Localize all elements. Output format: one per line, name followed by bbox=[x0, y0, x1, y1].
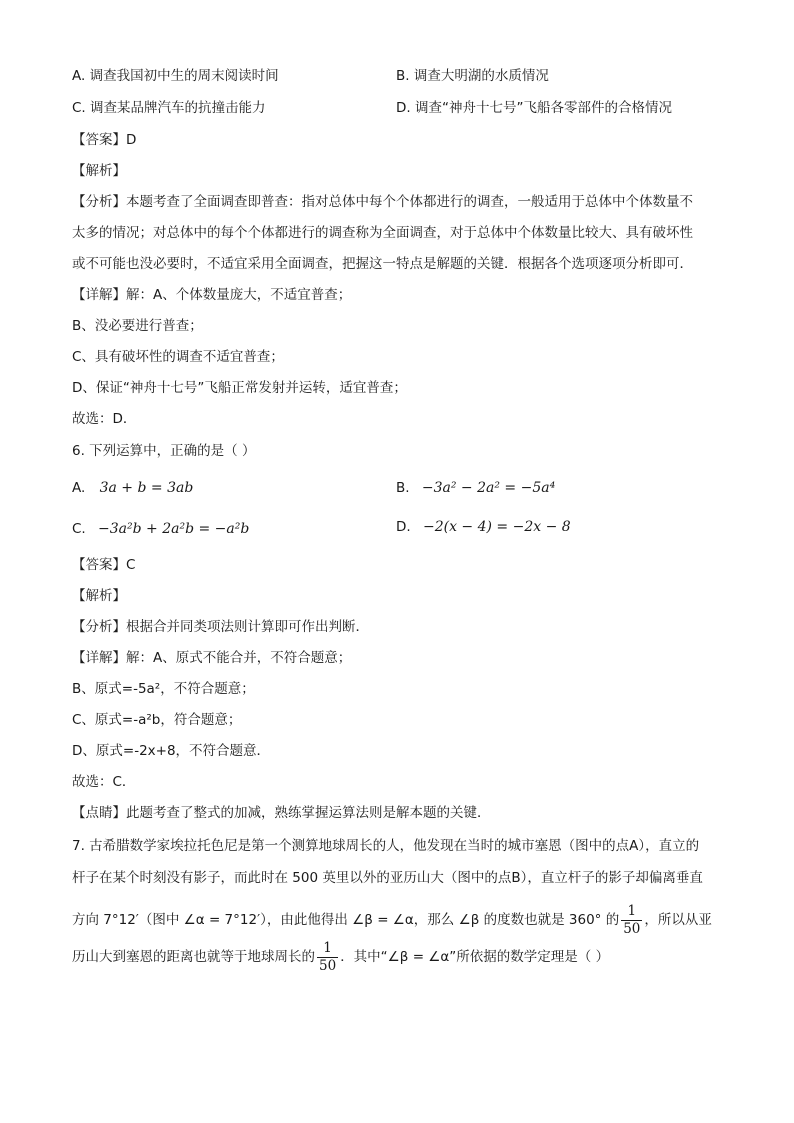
q6-detail-line-3: C、原式=-a²b，符合题意； bbox=[72, 712, 242, 728]
q6-answer: 【答案】C bbox=[72, 557, 136, 573]
option-b: B. 调查大明湖的水质情况 bbox=[396, 68, 549, 84]
q6-detail-line-2: B、原式=-5a²，不符合题意； bbox=[72, 681, 255, 697]
question-7-line-3 bbox=[72, 900, 712, 940]
detail-line-5: 故选：D． bbox=[72, 411, 137, 427]
analysis-line-1: 【分析】本题考查了全面调查即普查：指对总体中每个个体都进行的调查，一般适用于总体中个体数量不 bbox=[72, 194, 693, 210]
q6-option-b-label: B. bbox=[396, 480, 410, 496]
detail-line-2: B、没必要进行普查； bbox=[72, 318, 203, 334]
q6-analysis-heading: 【解析】 bbox=[72, 588, 126, 604]
q6-option-a-label: A. bbox=[72, 480, 86, 496]
question-6-stem: 6. 下列运算中，正确的是（ ） bbox=[72, 443, 256, 459]
q6-option-b-expr: −3a² − 2a² = −5a⁴ bbox=[421, 480, 556, 496]
fraction-numerator: 1 bbox=[621, 903, 642, 921]
analysis-line-2: 太多的情况；对总体中的每个个体都进行的调查称为全面调查，对于总体中个体数量比较大、具有破坏性 bbox=[72, 225, 693, 241]
question-7-line-4-tail: ．其中“∠β = ∠α”所依据的数学定理是（ ） bbox=[340, 949, 610, 965]
fraction-numerator: 1 bbox=[317, 940, 338, 958]
q6-option-c-expr: −3a²b + 2a²b = −a²b bbox=[98, 521, 250, 537]
q6-analysis: 【分析】根据合并同类项法则计算即可作出判断． bbox=[72, 619, 369, 635]
q6-option-d-expr: −2(x − 4) = −2x − 8 bbox=[422, 519, 571, 535]
question-7-line-2: 杆子在某个时刻没有影子，而此时在 500 英里以外的亚历山大（图中的点B），直立杆子的影子却偏离垂直 bbox=[72, 870, 703, 886]
analysis-heading: 【解析】 bbox=[72, 163, 126, 179]
detail-line-4: D、保证“神舟十七号”飞船正常发射并运转，适宜普查； bbox=[72, 380, 407, 396]
option-d: D. 调查“神舟十七号”飞船各零部件的合格情况 bbox=[396, 100, 672, 116]
q6-option-c bbox=[72, 519, 249, 539]
option-c: C. 调查某品牌汽车的抗撞击能力 bbox=[72, 100, 266, 116]
fraction-denominator: 50 bbox=[623, 920, 641, 937]
q6-option-a-expr: 3a + b = 3ab bbox=[99, 480, 194, 496]
q6-option-b bbox=[396, 478, 555, 498]
detail-line-1: 【详解】解：A、个体数量庞大，不适宜普查； bbox=[72, 287, 352, 303]
answer: 【答案】D bbox=[72, 132, 137, 148]
question-7-line-1: 7. 古希腊数学家埃拉托色尼是第一个测算地球周长的人，他发现在当时的城市塞恩（图中的点A），直立的 bbox=[72, 838, 700, 854]
question-7-line-3-tail: ，所以从亚 bbox=[644, 912, 712, 928]
question-7-line-4-text: 历山大到塞恩的距离也就等于地球周长的 bbox=[72, 949, 315, 965]
q6-detail-line-1: 【详解】解：A、原式不能合并，不符合题意； bbox=[72, 650, 352, 666]
q6-option-d bbox=[396, 517, 571, 537]
q6-option-d-label: D. bbox=[396, 519, 411, 535]
q6-option-c-label: C. bbox=[72, 521, 86, 537]
question-7-line-3-text: 方向 7°12′（图中 ∠α = 7°12′），由此他得出 ∠β = ∠α，那么 ∠β 的度数也就是 360° 的 bbox=[72, 912, 620, 928]
option-a: A. 调查我国初中生的周末阅读时间 bbox=[72, 68, 279, 84]
fraction-denominator: 50 bbox=[319, 957, 337, 974]
detail-line-3: C、具有破坏性的调查不适宜普查； bbox=[72, 349, 284, 365]
q6-comment: 【点睛】此题考查了整式的加减，熟练掌握运算法则是解本题的关键． bbox=[72, 805, 491, 821]
fraction-1-50-second bbox=[317, 940, 338, 975]
fraction-1-50 bbox=[621, 903, 642, 938]
analysis-line-3: 或不可能也没必要时，不适宜采用全面调查，把握这一特点是解题的关键．根据各个选项逐项分析即可． bbox=[72, 256, 693, 272]
q6-option-a bbox=[72, 478, 193, 498]
question-7-line-4 bbox=[72, 937, 609, 977]
q6-detail-line-4: D、原式=-2x+8，不符合题意． bbox=[72, 743, 271, 759]
q6-detail-line-5: 故选：C． bbox=[72, 774, 136, 790]
